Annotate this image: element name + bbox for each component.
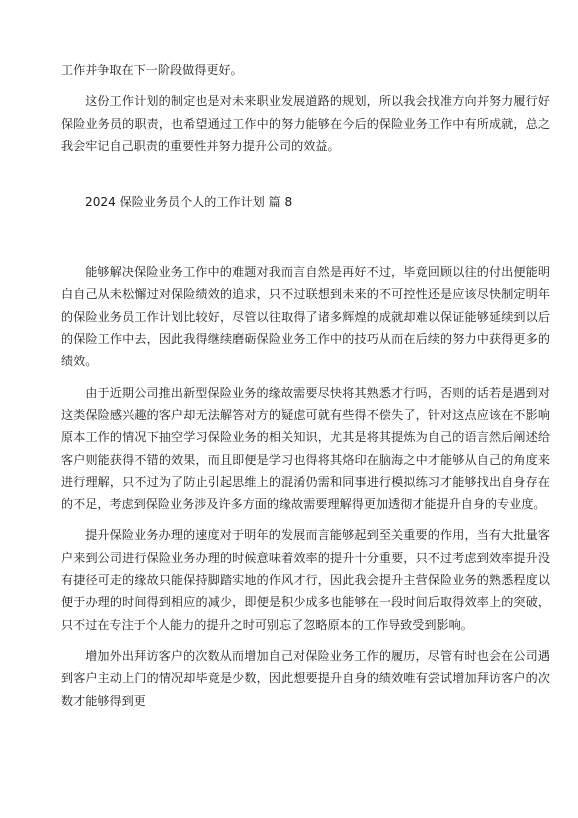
section-heading: 2024 保险业务员个人的工作计划 篇 8	[85, 195, 293, 210]
body-paragraph-1: 能够解决保险业务工作中的难题对我而言自然是再好不过，毕竟回顾以往的付出便能明白自己从未松懈过对保险绩效的追求，只不过联想到未来的不可控性还是应该尽快制定明年的保险业务员工作计划比较好，尽管以往取得了诸多辉煌的成就却难以保证能够延续到以后的保险工作中去，因此我得继续磨砺保险业务工作中的技巧从而在后续的努力中获得更多的绩效。	[61, 265, 550, 369]
body-paragraph-4: 增加外出拜访客户的次数从而增加自己对保险业务工作的履历，尽管有时也会在公司遇到客户主动上门的情况却毕竟是少数，因此想要提升自身的绩效唯有尝试增加拜访客户的次数才能够得到更	[61, 648, 550, 708]
body-paragraph-2: 由于近期公司推出新型保险业务的缘故需要尽快将其熟悉才行吗，否则的话若是遇到对这类保险感兴趣的客户却无法解答对方的疑虑可就有些得不偿失了，针对这点应该在不影响原本工作的情况下抽空学习保险业务的相关知识，尤其是将其提炼为自己的语言然后阐述给客户则能获得不错的效果，而且即便是学习也得将其烙印在脑海之中才能够从自己的角度来进行理解，只不过为了防止引起思维上的混淆仍需和同事进行模拟练习才能够找出自身存在的不足，考虑到保险业务涉及许多方面的缘故需要理解得更加透彻才能提升自身的专业度。	[61, 385, 550, 512]
intro-tail: 工作并争取在下一阶段做得更好。	[61, 63, 243, 77]
intro-paragraph: 这份工作计划的制定也是对未来职业发展道路的规划，所以我会找准方向并努力履行好保险业务员的职责，也希望通过工作中的努力能够在今后的保险业务工作中有所成就，总之我会牢记自己职责的重要性并努力提升公司的效益。	[61, 94, 550, 153]
body-paragraph-3: 提升保险业务办理的速度对于明年的发展而言能够起到至关重要的作用，当有大批量客户来到公司进行保险业务办理的时候意味着效率的提升十分重要，只不过考虑到效率提升没有捷径可走的缘故只能保持脚踏实地的作风才行，因此我会提升主营保险业务的熟悉程度以便于办理的时间得到相应的减少，即便是积少成多也能够在一段时间后取得效率上的突破，只不过在专注于个人能力的提升之时可别忘了忽略原本的工作导致受到影响。	[61, 528, 550, 632]
